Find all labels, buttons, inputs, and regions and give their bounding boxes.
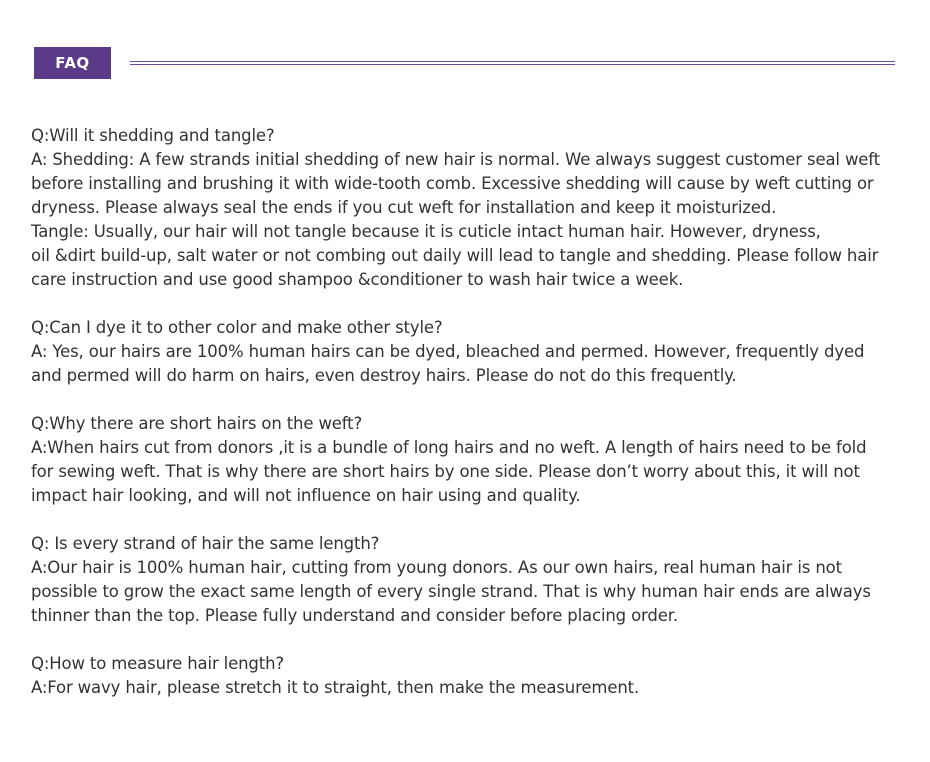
faq-badge: FAQ: [34, 47, 111, 79]
header-divider: [130, 61, 895, 65]
faq-question: Q:Will it shedding and tangle?: [31, 126, 275, 145]
faq-item: [31, 124, 911, 292]
faq-answer: A:For wavy hair, please stretch it to straight, then make the measurement.: [31, 678, 640, 697]
faq-answer: A:Our hair is 100% human hair, cutting from young donors. As our own hairs, real human hair is not possible to grow the exact same length of every single strand. That is why human hair ends are always thinner than the top. Please fully understand and consider before placing order.: [31, 558, 871, 625]
faq-list: [31, 124, 911, 724]
faq-header: [34, 47, 896, 79]
faq-question: Q:How to measure hair length?: [31, 654, 284, 673]
faq-answer: A: Shedding: A few strands initial shedding of new hair is normal. We always suggest customer seal weft before installing and brushing it with wide-tooth comb. Excessive shedding will cause by weft cutting or dryness. Please always seal the ends if you cut weft for installation and keep it moisturized. Tangle: Usually, our hair will not tangle because it is cuticle intact human hair. However, dryness, oil &dirt build-up, salt water or not combing out daily will lead to tangle and shedding. Please follow hair care instruction and use good shampoo &conditioner to wash hair twice a week.: [31, 150, 880, 289]
faq-question: Q: Is every strand of hair the same length?: [31, 534, 380, 553]
faq-answer: A: Yes, our hairs are 100% human hairs can be dyed, bleached and permed. However, frequently dyed and permed will do harm on hairs, even destroy hairs. Please do not do this frequently.: [31, 342, 865, 385]
faq-question: Q:Can I dye it to other color and make other style?: [31, 318, 443, 337]
faq-answer: A:When hairs cut from donors ,it is a bundle of long hairs and no weft. A length of hairs need to be fold for sewing weft. That is why there are short hairs by one side. Please don’t worry about this, it will not impact hair looking, and will not influence on hair using and quality.: [31, 438, 867, 505]
faq-item: [31, 652, 911, 700]
faq-question: Q:Why there are short hairs on the weft?: [31, 414, 363, 433]
faq-item: [31, 532, 911, 628]
faq-item: [31, 316, 911, 388]
faq-item: [31, 412, 911, 508]
